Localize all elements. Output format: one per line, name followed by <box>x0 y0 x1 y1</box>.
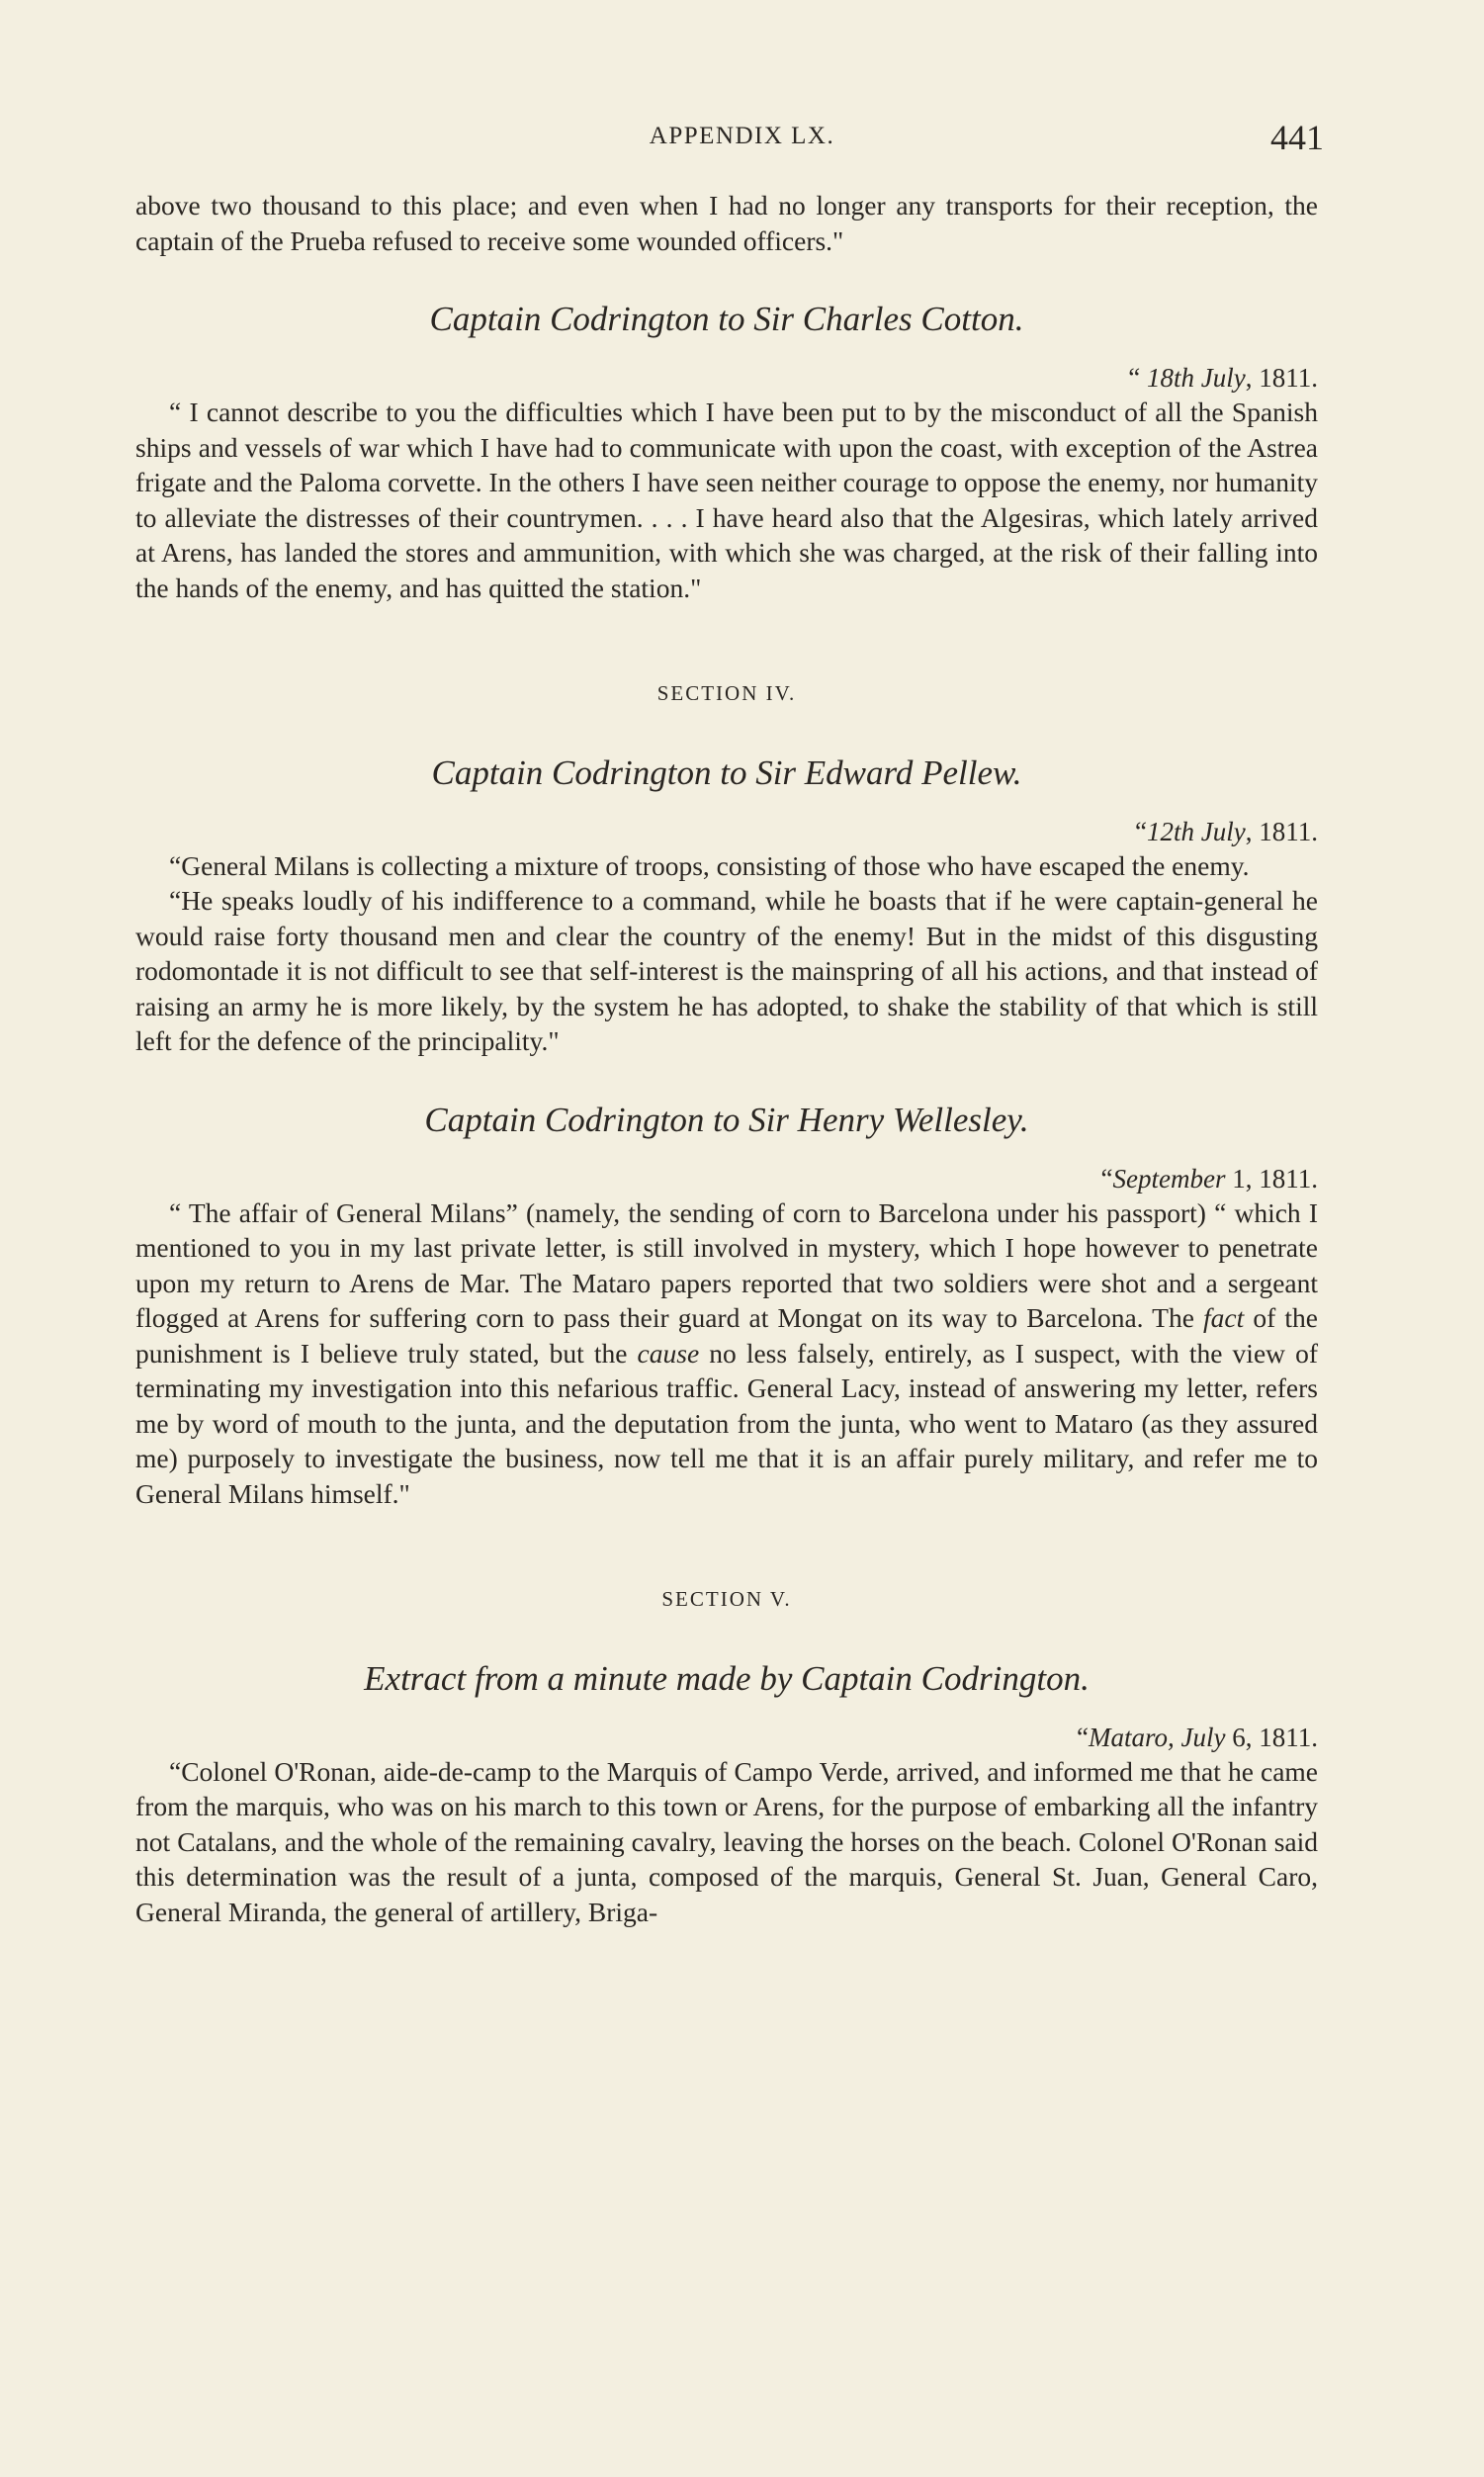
dateline-year: 1, 1811. <box>1225 1163 1318 1194</box>
section-heading-iv: SECTION IV. <box>656 681 797 705</box>
letter-paragraph-wellesley <box>135 1195 1318 1512</box>
paragraph-text: “ The affair of General Milans” (namely, the sending of corn to Barcelona under his passport) “ which I mentioned to you in my last private letter, is still involved in mystery, which I hope however to penetrate upon my return to Arens de Mar. The Mataro papers reported that two soldiers were shot and a sergeant flogged at Arens for suffering corn to pass their guard at Mongat on its way to Barcelona. The <box>135 1196 1318 1333</box>
dateline-extract <box>135 1721 1318 1754</box>
running-head <box>0 117 1484 156</box>
dateline-year: , 1811. <box>1245 363 1318 393</box>
dateline-year: , 1811. <box>1245 816 1318 846</box>
letter-paragraph-cotton: “ I cannot describe to you the difficulties which I have been put to by the misconduct of all the Spanish ships and vessels of war which I have had to communicate with upon the coast, with exception of the Astrea frigate and the Paloma corvette. In the others I have seen neither courage to oppose the enemy, nor humanity to alleviate the distresses of their countrymen. . . . I have heard also that the Algesiras, which lately arrived at Arens, has landed the stores and ammunition, with which she was charged, at the risk of their falling into the hands of the enemy, and has quitted the station." <box>135 397 1318 603</box>
body-text <box>135 188 1318 1929</box>
extract-paragraph: “Colonel O'Ronan, aide-de-camp to the Marquis of Campo Verde, arrived, and informed me that he came from the marquis, who was on his march to this town or Arens, for the purpose of embarking all the infantry not Catalans, and the whole of the remaining cavalry, leaving the horses on the beach. Colonel O'Ronan said this determination was the result of a junta, composed of the marquis, General St. Juan, General Caro, General Miranda, the general of artillery, Briga- <box>135 1755 1318 1927</box>
dateline-place: Mataro, July <box>1089 1722 1226 1752</box>
letter-heading-cotton: Captain Codrington to Sir Charles Cotton. <box>429 300 1024 338</box>
letter-heading-pellew: Captain Codrington to Sir Edward Pellew. <box>431 752 1022 792</box>
dateline-cotton <box>135 361 1318 395</box>
emphasis-cause: cause <box>637 1337 700 1369</box>
emphasis-fact: fact <box>1203 1302 1245 1333</box>
letter-paragraph-pellew-1: “General Milans is collecting a mixture of troops, consisting of those who have escaped the enemy. <box>169 849 1250 881</box>
dateline-day: 12th July <box>1147 816 1246 846</box>
page-number: 441 <box>1270 118 1324 157</box>
letter-heading-wellesley: Captain Codrington to Sir Henry Wellesley. <box>424 1100 1029 1139</box>
dateline-month: September <box>1112 1163 1226 1194</box>
continuation-paragraph: above two thousand to this place; and even when I had no longer any transports for their reception, the captain of the Prueba refused to receive some wounded officers." <box>135 190 1318 256</box>
paragraph-text: of the punishment is I believe truly stated, but the <box>135 1302 1318 1369</box>
section-heading-v: SECTION V. <box>661 1587 792 1611</box>
paragraph-text: no less falsely, entirely, as I suspect, with the view of terminating my investigation into this nefarious traffic. General Lacy, instead of answering my letter, refers me by word of mouth to the junta, and the deputation from the junta, who went to Mataro (as they assured me) purposely to investigate the business, now tell me that it is an affair purely military, and refer me to General Milans himself." <box>135 1337 1318 1509</box>
dateline-open-quote: “ <box>1077 1722 1090 1752</box>
dateline-open-quote: “ <box>1100 1163 1113 1194</box>
dateline-pellew <box>135 815 1318 848</box>
letter-paragraph-pellew-2: “He speaks loudly of his indifference to a command, while he boasts that if he were captain-general he would raise forty thousand men and clear the country of the enemy! But in the midst of this disgusting rodomontade it is not difficult to see that self-interest is the mainspring of all his actions, and that instead of raising an army he is more likely, by the system he has adopted, to shake the stability of that which is still left for the defence of the principality." <box>135 885 1318 1056</box>
dateline-open-quote: “ <box>1128 363 1148 393</box>
dateline-wellesley <box>135 1162 1318 1195</box>
extract-heading: Extract from a minute made by Captain Codrington. <box>364 1658 1090 1698</box>
dateline-open-quote: “ <box>1135 816 1148 846</box>
running-title: APPENDIX LX. <box>649 123 835 149</box>
dateline-year: 6, 1811. <box>1225 1722 1318 1752</box>
dateline-day: 18th July <box>1147 363 1246 393</box>
